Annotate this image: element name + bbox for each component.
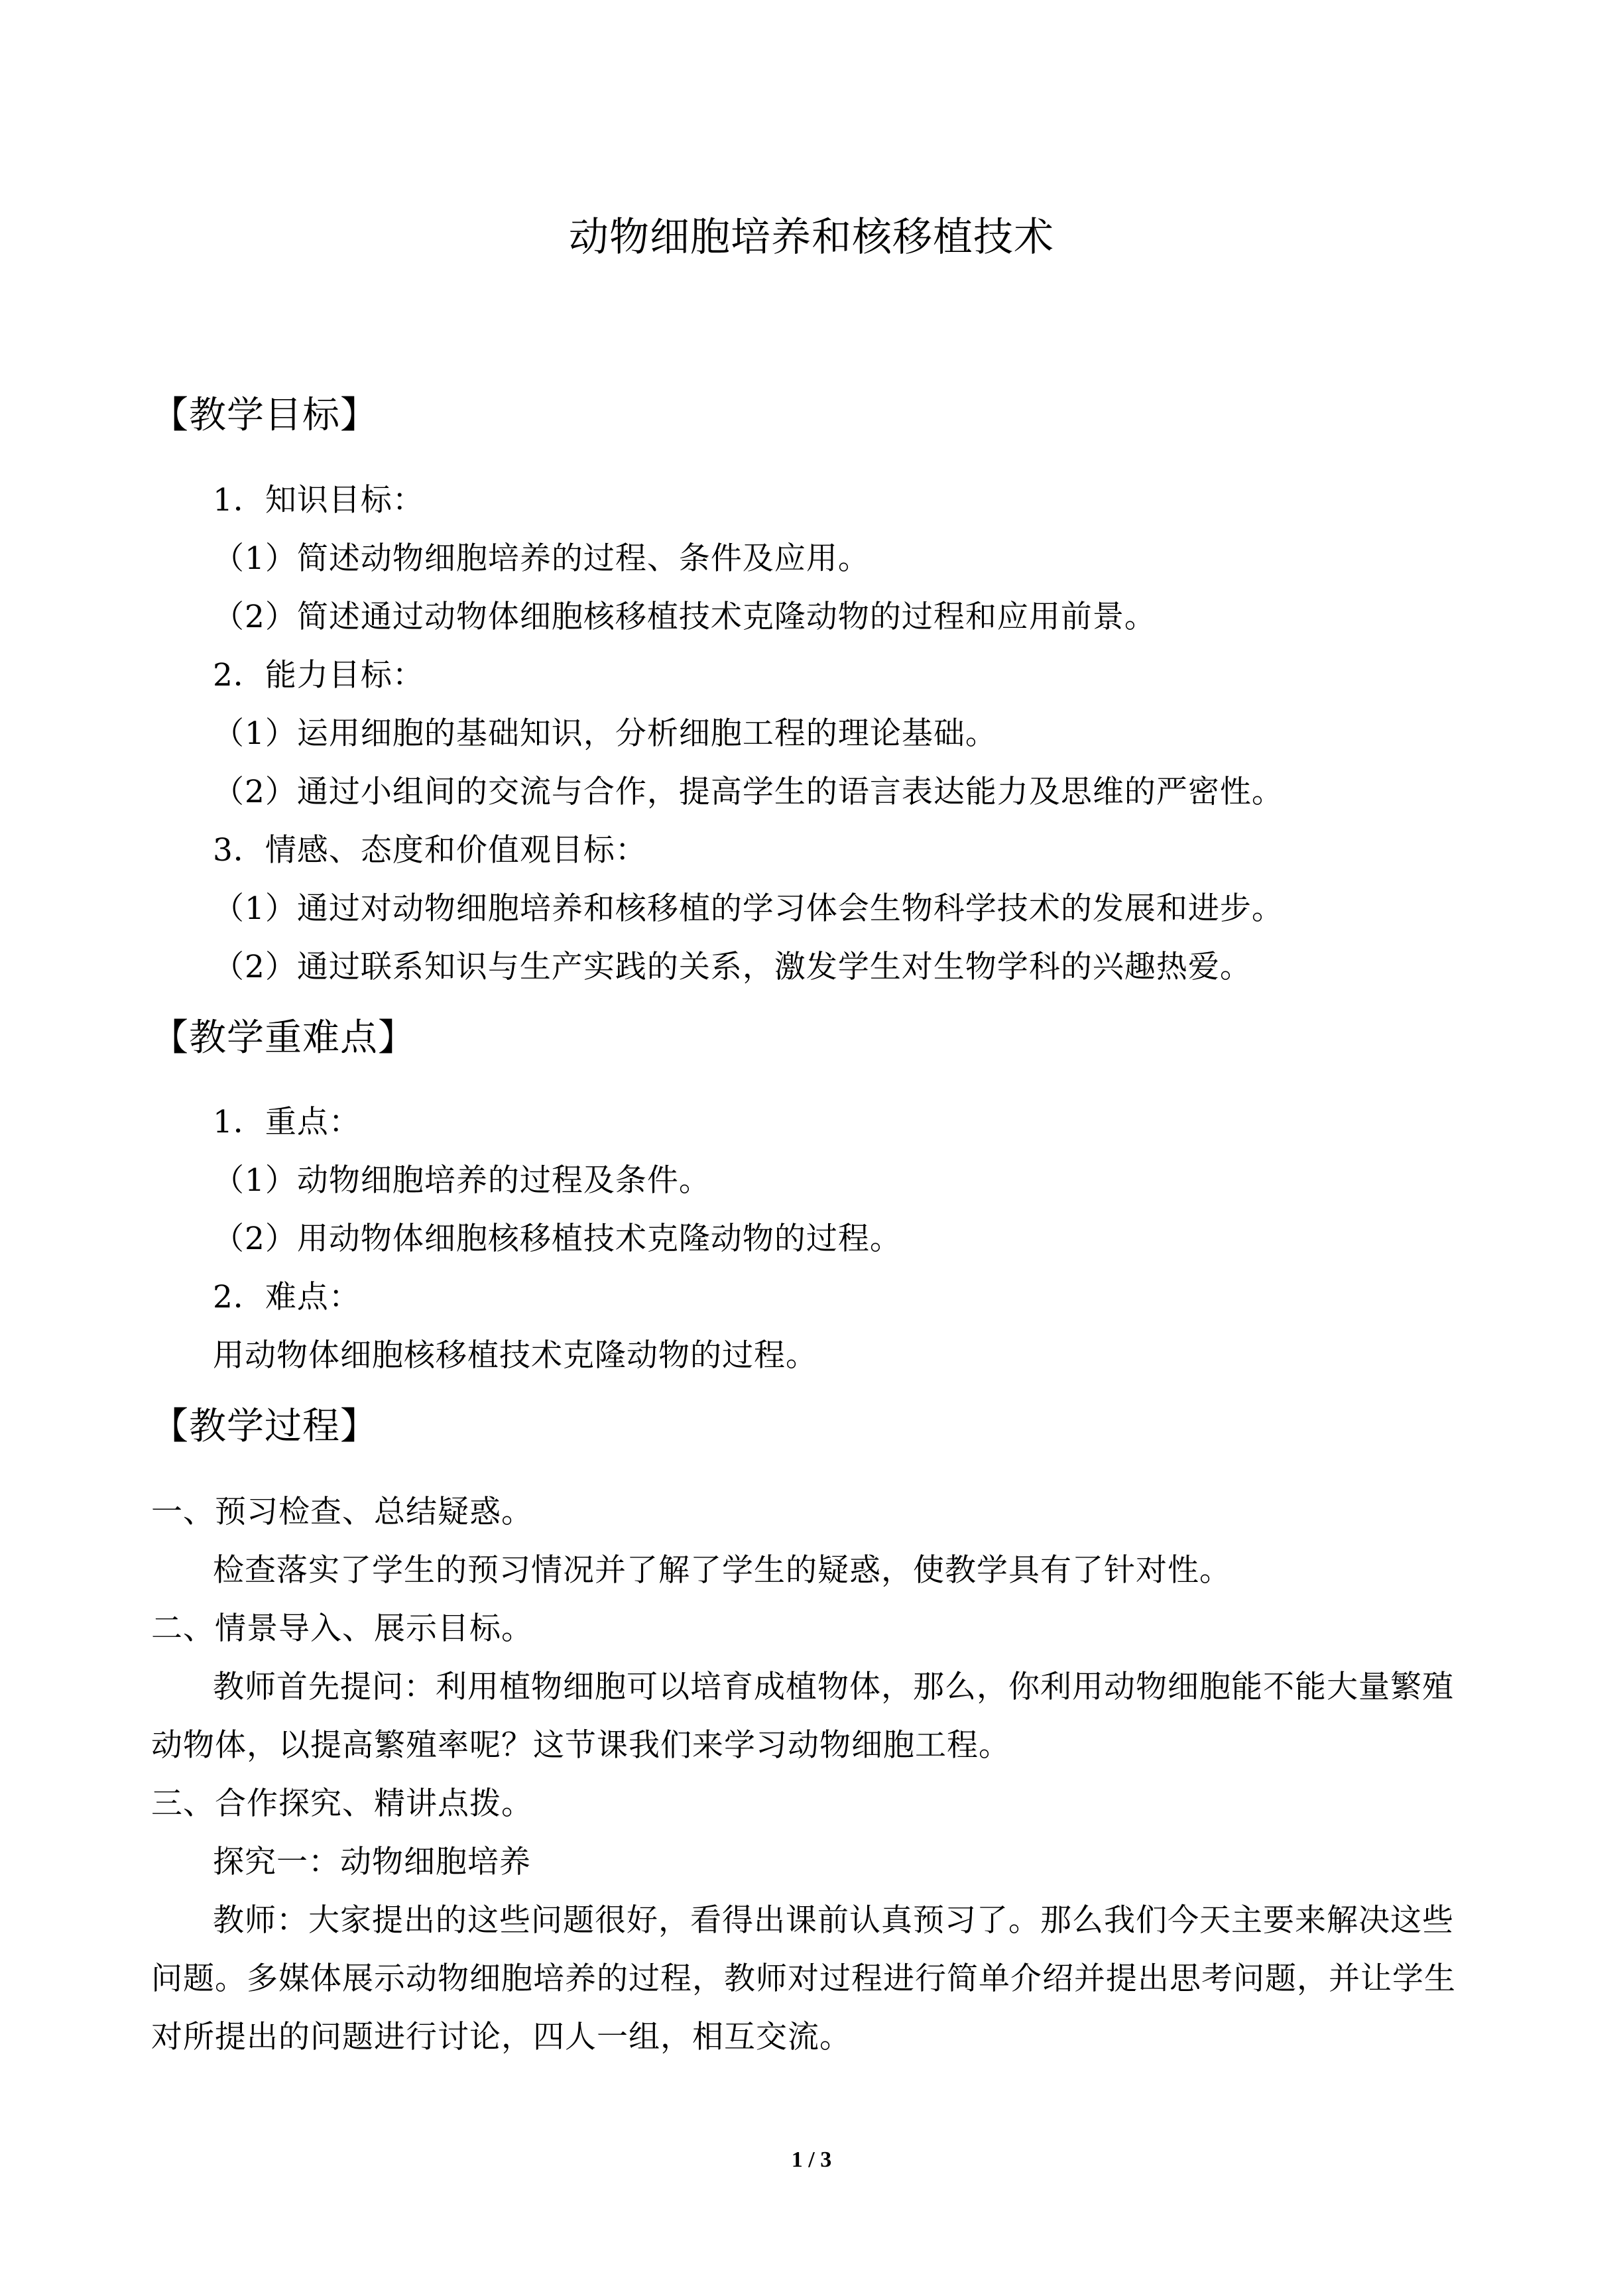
process-step-2-text-line2: 动物体，以提高繁殖率呢？这节课我们来学习动物细胞工程。: [151, 1727, 1010, 1764]
section-heading-key-points: 【教学重难点】: [151, 1016, 416, 1059]
process-step-1-text: 检查落实了学生的预习情况并了解了学生的疑惑，使教学具有了针对性。: [213, 1552, 1231, 1589]
explore-1-line2: 问题。多媒体展示动物细胞培养的过程，教师对过程进行简单介绍并提出思考问题，并让学生: [151, 1961, 1456, 1997]
page-number: 1 / 3: [791, 2147, 832, 2172]
key-point-focus: 1．重点：: [213, 1104, 361, 1140]
objective-knowledge: 1．知识目标：: [213, 482, 424, 518]
objective-emotion-1: （1）通过对动物细胞培养和核移植的学习体会生物科学技术的发展和进步。: [213, 890, 1284, 927]
explore-1-title: 探究一：动物细胞培养: [213, 1844, 531, 1880]
key-point-difficulty-text: 用动物体细胞核移植技术克隆动物的过程。: [213, 1337, 817, 1374]
key-point-focus-2: （2）用动物体细胞核移植技术克隆动物的过程。: [213, 1221, 902, 1257]
section-heading-process: 【教学过程】: [151, 1405, 378, 1448]
objective-emotion: 3．情感、态度和价值观目标：: [213, 832, 647, 869]
process-step-1: 一、预习检查、总结疑惑。: [151, 1494, 533, 1530]
objective-emotion-2: （2）通过联系知识与生产实践的关系，激发学生对生物学科的兴趣热爱。: [213, 949, 1252, 985]
objective-knowledge-2: （2）简述通过动物体细胞核移植技术克隆动物的过程和应用前景。: [213, 599, 1156, 635]
objective-knowledge-1: （1）简述动物细胞培养的过程、条件及应用。: [213, 540, 870, 577]
process-step-3: 三、合作探究、精讲点拨。: [151, 1785, 533, 1822]
objective-ability: 2．能力目标：: [213, 657, 424, 694]
objective-ability-1: （1）运用细胞的基础知识，分析细胞工程的理论基础。: [213, 715, 997, 752]
objective-ability-2: （2）通过小组间的交流与合作，提高学生的语言表达能力及思维的严密性。: [213, 774, 1284, 810]
key-point-focus-1: （1）动物细胞培养的过程及条件。: [213, 1162, 711, 1199]
section-heading-objectives: 【教学目标】: [151, 394, 378, 437]
key-point-difficulty: 2．难点：: [213, 1279, 361, 1315]
process-step-2: 二、情景导入、展示目标。: [151, 1610, 533, 1647]
process-step-2-text-line1: 教师首先提问：利用植物细胞可以培育成植物体，那么，你利用动物细胞能不能大量繁殖: [213, 1669, 1454, 1705]
document-title: 动物细胞培养和核移植技术: [569, 214, 1054, 261]
explore-1-line1: 教师：大家提出的这些问题很好，看得出课前认真预习了。那么我们今天主要来解决这些: [213, 1902, 1454, 1939]
explore-1-line3: 对所提出的问题进行讨论，四人一组，相互交流。: [151, 2019, 851, 2055]
